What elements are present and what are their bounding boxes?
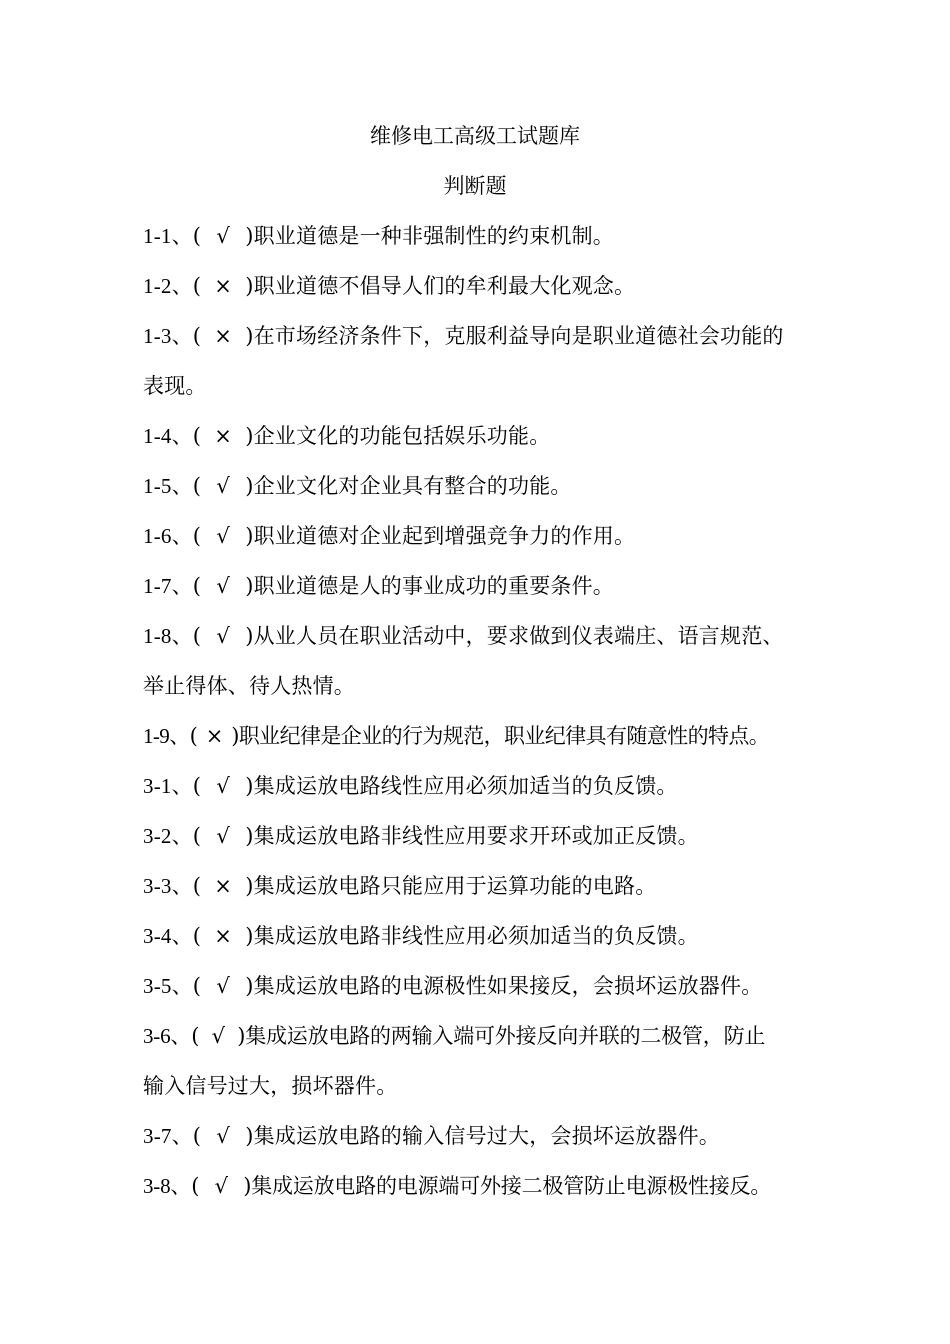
question-continuation (143, 372, 823, 422)
question-line (143, 872, 823, 922)
document-title: 维修电工高级工试题库 (370, 124, 580, 148)
answer-mark: √ (216, 774, 230, 798)
question-line (143, 522, 823, 572)
question-number: 3-6、 (143, 1024, 192, 1048)
close-paren: ) (245, 474, 254, 498)
question-line (143, 922, 823, 972)
close-paren: ) (245, 524, 254, 548)
question-line (143, 1172, 823, 1222)
answer-mark: √ (216, 1124, 230, 1148)
answer-mark: √ (216, 624, 230, 648)
question-text: 职业道德对企业起到增强竞争力的作用。 (253, 524, 636, 548)
question-text: 表现。 (143, 374, 207, 398)
question-text: 在市场经济条件下，克服利益导向是职业道德社会功能的 (253, 324, 784, 348)
open-paren: ( (192, 774, 202, 798)
open-paren: ( (192, 824, 202, 848)
question-text: 集成运放电路的电源极性如果接反，会损坏运放器件。 (253, 974, 763, 998)
close-paren: ) (245, 574, 254, 598)
question-continuation (143, 1072, 823, 1122)
answer-mark: √ (216, 224, 230, 248)
question-number: 1-2、 (143, 274, 193, 298)
open-paren: ( (192, 1124, 202, 1148)
open-paren: ( (192, 274, 202, 298)
question-line (143, 722, 823, 772)
close-paren: ) (231, 724, 239, 748)
question-text: 集成运放电路的输入信号过大，会损坏运放器件。 (253, 1124, 721, 1148)
question-line (143, 772, 823, 822)
answer-mark: × (214, 874, 233, 898)
section-heading: 判断题 (443, 174, 507, 198)
question-line (143, 472, 823, 522)
answer-mark: √ (216, 574, 230, 598)
close-paren: ) (245, 624, 254, 648)
question-number: 1-9、 (143, 724, 190, 748)
question-text: 职业道德不倡导人们的牟利最大化观念。 (253, 274, 636, 298)
question-line (143, 422, 823, 472)
question-text: 集成运放电路非线性应用要求开环或加正反馈。 (253, 824, 699, 848)
question-line (143, 572, 823, 622)
close-paren: ) (245, 824, 254, 848)
question-number: 3-2、 (143, 824, 193, 848)
open-paren: ( (192, 424, 202, 448)
question-line (143, 972, 823, 1022)
question-text: 职业纪律是企业的行为规范，职业纪律具有随意性的特点。 (238, 724, 770, 748)
open-paren: ( (192, 324, 202, 348)
close-paren: ) (245, 874, 254, 898)
open-paren: ( (191, 1024, 200, 1048)
answer-mark: √ (211, 1024, 225, 1048)
question-number: 3-5、 (143, 974, 193, 998)
close-paren: ) (245, 424, 254, 448)
open-paren: ( (192, 224, 202, 248)
question-number: 1-8、 (143, 624, 193, 648)
close-paren: ) (237, 1024, 246, 1048)
question-number: 1-4、 (143, 424, 193, 448)
close-paren: ) (245, 774, 254, 798)
question-number: 3-8、 (143, 1174, 192, 1198)
open-paren: ( (192, 474, 202, 498)
question-line (143, 822, 823, 872)
question-number: 1-5、 (143, 474, 193, 498)
question-text: 企业文化的功能包括娱乐功能。 (253, 424, 551, 448)
question-text: 职业道德是人的事业成功的重要条件。 (253, 574, 615, 598)
close-paren: ) (245, 974, 254, 998)
question-line (143, 322, 823, 372)
question-line (143, 1122, 823, 1172)
question-text: 职业道德是一种非强制性的约束机制。 (253, 224, 615, 248)
answer-mark: × (214, 274, 233, 298)
question-number: 1-6、 (143, 524, 193, 548)
answer-mark: √ (216, 824, 230, 848)
close-paren: ) (245, 924, 254, 948)
question-number: 3-4、 (143, 924, 193, 948)
question-text: 集成运放电路的电源端可外接二极管防止电源极性接反。 (251, 1174, 772, 1198)
question-number: 1-1、 (143, 224, 193, 248)
answer-mark: × (214, 924, 233, 948)
answer-mark: × (205, 724, 223, 748)
open-paren: ( (192, 924, 202, 948)
question-line (143, 622, 823, 672)
close-paren: ) (245, 274, 254, 298)
question-number: 3-7、 (143, 1124, 193, 1148)
question-line (143, 222, 823, 272)
close-paren: ) (243, 1174, 252, 1198)
question-text: 从业人员在职业活动中，要求做到仪表端庄、语言规范、 (253, 624, 784, 648)
open-paren: ( (192, 524, 202, 548)
question-line (143, 1022, 823, 1072)
question-text: 企业文化对企业具有整合的功能。 (253, 474, 572, 498)
question-number: 1-7、 (143, 574, 193, 598)
question-text: 集成运放电路的两输入端可外接反向并联的二极管，防止 (245, 1024, 766, 1048)
open-paren: ( (192, 974, 202, 998)
question-text: 集成运放电路线性应用必须加适当的负反馈。 (253, 774, 678, 798)
answer-mark: √ (214, 1174, 228, 1198)
close-paren: ) (245, 324, 254, 348)
question-line (143, 272, 823, 322)
open-paren: ( (189, 724, 198, 748)
open-paren: ( (192, 624, 202, 648)
question-text: 集成运放电路只能应用于运算功能的电路。 (253, 874, 657, 898)
answer-mark: √ (216, 524, 230, 548)
question-continuation (143, 672, 823, 722)
question-text: 输入信号过大，损坏器件。 (143, 1074, 398, 1098)
answer-mark: × (214, 324, 233, 348)
answer-mark: √ (216, 474, 230, 498)
close-paren: ) (245, 1124, 254, 1148)
question-number: 3-1、 (143, 774, 193, 798)
question-text: 集成运放电路非线性应用必须加适当的负反馈。 (253, 924, 699, 948)
question-list (143, 222, 823, 1222)
answer-mark: × (214, 424, 233, 448)
close-paren: ) (245, 224, 254, 248)
answer-mark: √ (216, 974, 230, 998)
question-text: 举止得体、待人热情。 (143, 674, 355, 698)
question-number: 3-3、 (143, 874, 193, 898)
open-paren: ( (191, 1174, 200, 1198)
open-paren: ( (192, 874, 202, 898)
question-number: 1-3、 (143, 324, 193, 348)
open-paren: ( (192, 574, 202, 598)
